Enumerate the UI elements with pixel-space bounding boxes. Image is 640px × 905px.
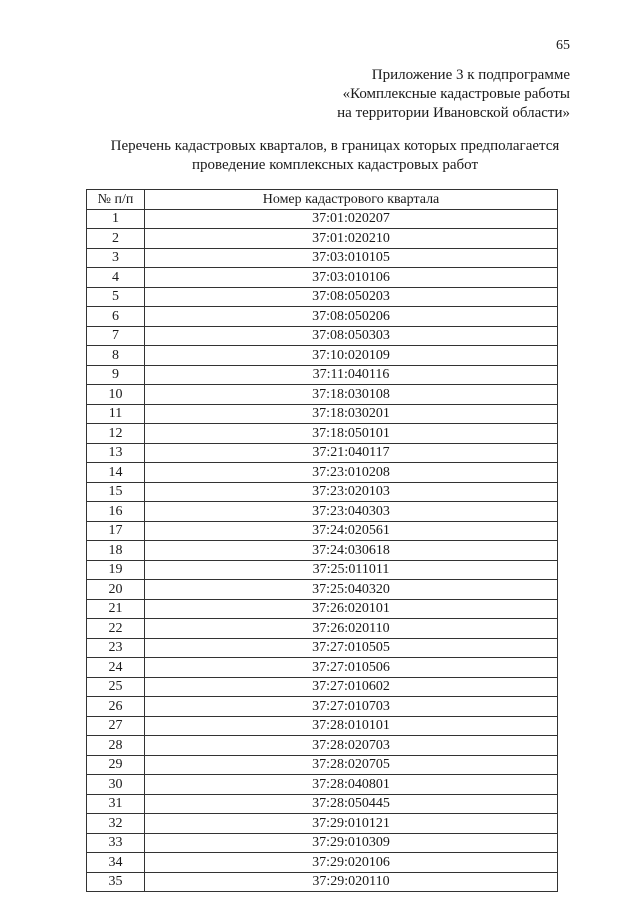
table-row	[87, 541, 558, 561]
row-number-cell: 3	[87, 248, 145, 268]
table-row	[87, 521, 558, 541]
row-number-cell: 23	[87, 638, 145, 658]
row-number-cell: 1	[87, 209, 145, 229]
table-row	[87, 736, 558, 756]
column-header-number: № п/п	[87, 190, 145, 210]
row-number-cell: 16	[87, 502, 145, 522]
row-number-cell: 15	[87, 482, 145, 502]
row-number-cell: 11	[87, 404, 145, 424]
row-number-cell: 25	[87, 677, 145, 697]
table-header-row	[87, 190, 558, 210]
cadastral-quarter-cell: 37:29:010309	[145, 833, 558, 853]
row-number-cell: 10	[87, 385, 145, 405]
table-row	[87, 794, 558, 814]
cadastral-quarter-cell: 37:28:020705	[145, 755, 558, 775]
cadastral-quarter-cell: 37:27:010602	[145, 677, 558, 697]
row-number-cell: 5	[87, 287, 145, 307]
table-row	[87, 307, 558, 327]
cadastral-quarter-cell: 37:29:020110	[145, 872, 558, 892]
cadastral-quarters-table	[86, 189, 558, 892]
table-row	[87, 424, 558, 444]
cadastral-quarter-cell: 37:23:040303	[145, 502, 558, 522]
row-number-cell: 30	[87, 775, 145, 795]
appendix-reference	[210, 66, 570, 123]
table-row	[87, 209, 558, 229]
cadastral-quarter-cell: 37:27:010703	[145, 697, 558, 717]
page-number: 65	[556, 38, 570, 53]
row-number-cell: 4	[87, 268, 145, 288]
cadastral-quarter-cell: 37:24:020561	[145, 521, 558, 541]
cadastral-quarter-cell: 37:29:010121	[145, 814, 558, 834]
cadastral-quarter-cell: 37:28:050445	[145, 794, 558, 814]
table-row	[87, 814, 558, 834]
row-number-cell: 33	[87, 833, 145, 853]
cadastral-quarter-cell: 37:18:030201	[145, 404, 558, 424]
table-row	[87, 346, 558, 366]
cadastral-quarter-cell: 37:28:010101	[145, 716, 558, 736]
row-number-cell: 21	[87, 599, 145, 619]
table-row	[87, 775, 558, 795]
cadastral-quarter-cell: 37:26:020110	[145, 619, 558, 639]
row-number-cell: 27	[87, 716, 145, 736]
cadastral-quarter-cell: 37:21:040117	[145, 443, 558, 463]
cadastral-quarter-cell: 37:03:010106	[145, 268, 558, 288]
appendix-line-3: на территории Ивановской области»	[337, 105, 570, 121]
cadastral-quarter-cell: 37:08:050303	[145, 326, 558, 346]
table-row	[87, 404, 558, 424]
cadastral-quarter-cell: 37:28:020703	[145, 736, 558, 756]
row-number-cell: 6	[87, 307, 145, 327]
row-number-cell: 8	[87, 346, 145, 366]
row-number-cell: 18	[87, 541, 145, 561]
cadastral-quarter-cell: 37:08:050203	[145, 287, 558, 307]
table-row	[87, 658, 558, 678]
row-number-cell: 19	[87, 560, 145, 580]
table-row	[87, 560, 558, 580]
cadastral-quarter-cell: 37:18:050101	[145, 424, 558, 444]
table-row	[87, 229, 558, 249]
cadastral-quarter-cell: 37:28:040801	[145, 775, 558, 795]
table-row	[87, 482, 558, 502]
row-number-cell: 2	[87, 229, 145, 249]
row-number-cell: 17	[87, 521, 145, 541]
row-number-cell: 7	[87, 326, 145, 346]
document-title-line-2: проведение комплексных кадастровых работ	[191, 157, 479, 173]
table-row	[87, 580, 558, 600]
row-number-cell: 24	[87, 658, 145, 678]
appendix-line-1: Приложение 3 к подпрограмме	[371, 67, 570, 83]
column-header-quarter: Номер кадастрового квартала	[145, 190, 558, 210]
cadastral-quarter-cell: 37:03:010105	[145, 248, 558, 268]
row-number-cell: 22	[87, 619, 145, 639]
cadastral-quarter-cell: 37:23:010208	[145, 463, 558, 483]
document-title	[70, 137, 600, 175]
row-number-cell: 29	[87, 755, 145, 775]
cadastral-quarter-cell: 37:24:030618	[145, 541, 558, 561]
row-number-cell: 13	[87, 443, 145, 463]
cadastral-quarter-cell: 37:27:010506	[145, 658, 558, 678]
cadastral-quarter-cell: 37:27:010505	[145, 638, 558, 658]
table-row	[87, 872, 558, 892]
cadastral-quarter-cell: 37:23:020103	[145, 482, 558, 502]
row-number-cell: 12	[87, 424, 145, 444]
appendix-line-2: «Комплексные кадастровые работы	[342, 86, 570, 102]
cadastral-quarter-cell: 37:29:020106	[145, 853, 558, 873]
table-row	[87, 268, 558, 288]
table-row	[87, 755, 558, 775]
row-number-cell: 20	[87, 580, 145, 600]
table-row	[87, 638, 558, 658]
cadastral-quarter-cell: 37:10:020109	[145, 346, 558, 366]
cadastral-quarter-cell: 37:25:011011	[145, 560, 558, 580]
table-row	[87, 248, 558, 268]
table-row	[87, 677, 558, 697]
row-number-cell: 31	[87, 794, 145, 814]
row-number-cell: 34	[87, 853, 145, 873]
table-body	[87, 209, 558, 892]
table-row	[87, 365, 558, 385]
cadastral-quarter-cell: 37:25:040320	[145, 580, 558, 600]
table-row	[87, 853, 558, 873]
cadastral-quarter-cell: 37:18:030108	[145, 385, 558, 405]
row-number-cell: 28	[87, 736, 145, 756]
table-row	[87, 619, 558, 639]
row-number-cell: 32	[87, 814, 145, 834]
row-number-cell: 26	[87, 697, 145, 717]
row-number-cell: 14	[87, 463, 145, 483]
table-row	[87, 385, 558, 405]
table-row	[87, 716, 558, 736]
document-title-line-1: Перечень кадастровых кварталов, в границах которых предполагается	[110, 138, 560, 154]
table-row	[87, 326, 558, 346]
table-row	[87, 697, 558, 717]
row-number-cell: 35	[87, 872, 145, 892]
cadastral-quarter-cell: 37:01:020207	[145, 209, 558, 229]
row-number-cell: 9	[87, 365, 145, 385]
cadastral-quarter-cell: 37:11:040116	[145, 365, 558, 385]
table-row	[87, 502, 558, 522]
table-row	[87, 599, 558, 619]
table-row	[87, 443, 558, 463]
table-row	[87, 287, 558, 307]
cadastral-quarter-cell: 37:01:020210	[145, 229, 558, 249]
cadastral-quarter-cell: 37:26:020101	[145, 599, 558, 619]
cadastral-quarter-cell: 37:08:050206	[145, 307, 558, 327]
table-row	[87, 463, 558, 483]
table-row	[87, 833, 558, 853]
